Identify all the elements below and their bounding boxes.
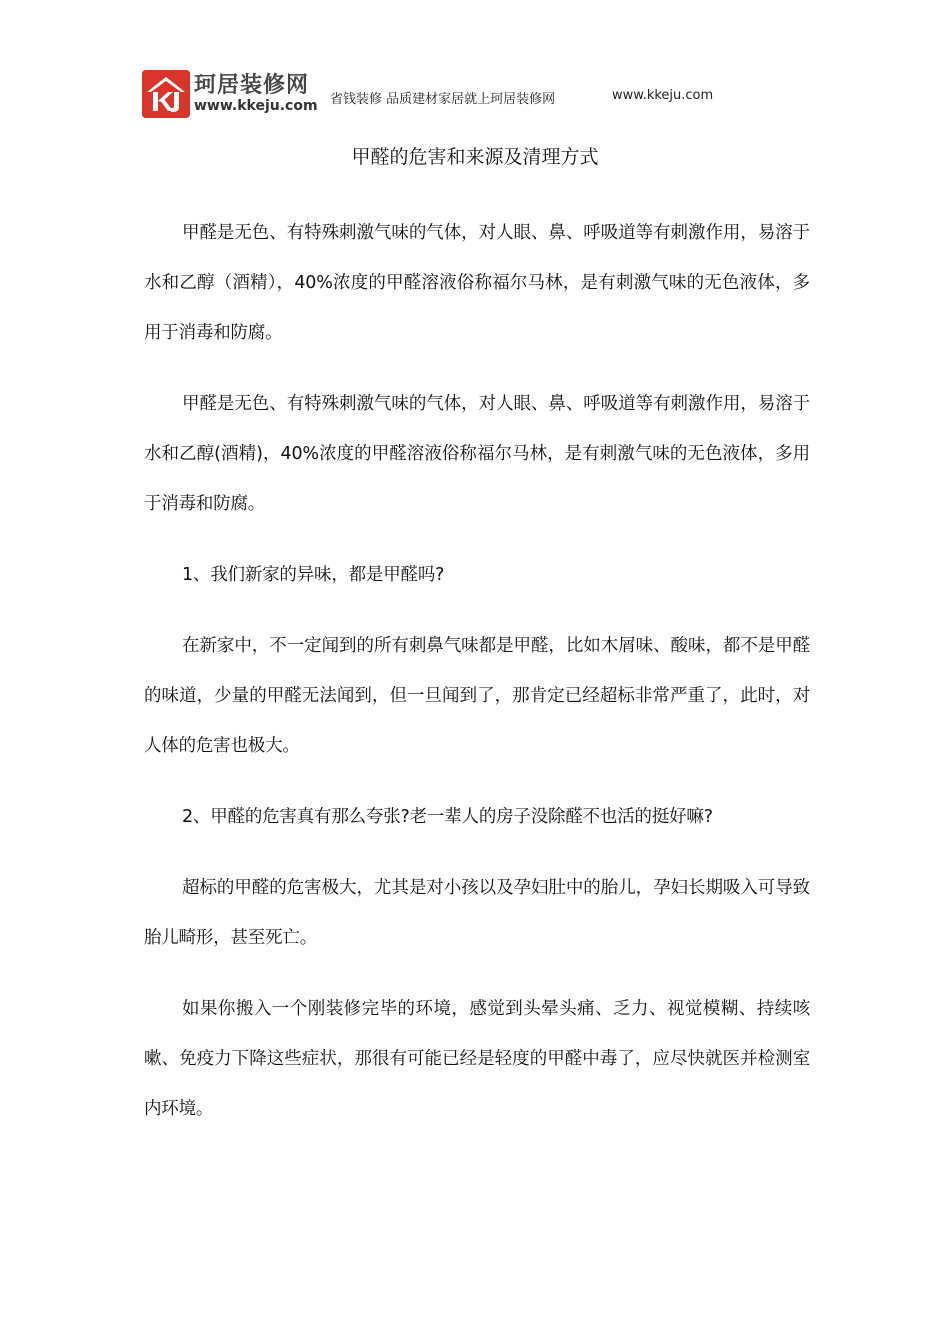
document-body — [144, 208, 810, 1155]
paragraph: 超标的甲醛的危害极大，尤其是对小孩以及孕妇肚中的胎儿，孕妇长期吸入可导致胎儿畸形，甚至死亡。 — [144, 878, 810, 948]
header-slogan: 省钱装修 品质建材家居就上珂居装修网 — [330, 92, 556, 107]
section-heading: 2、甲醛的危害真有那么夸张?老一辈人的房子没除醛不也活的挺好嘛? — [182, 807, 713, 827]
paragraph: 如果你搬入一个刚装修完毕的环境，感觉到头晕头痛、乏力、视觉模糊、持续咳嗽、免疫力下降这些症状，那很有可能已经是轻度的甲醛中毒了，应尽快就医并检测室内环境。 — [144, 999, 810, 1119]
paragraph: 在新家中，不一定闻到的所有刺鼻气味都是甲醛，比如木屑味、酸味，都不是甲醛的味道，少量的甲醛无法闻到，但一旦闻到了，那肯定已经超标非常严重了，此时，对人体的危害也极大。 — [144, 636, 810, 756]
page-header — [142, 68, 822, 120]
logo-url: www.kkeju.com — [194, 98, 318, 114]
paragraph: 甲醛是无色、有特殊刺激气味的气体，对人眼、鼻、呼吸道等有刺激作用，易溶于水和乙醇（酒精），40%浓度的甲醛溶液俗称福尔马林，是有刺激气味的无色液体，多用于消毒和防腐。 — [144, 223, 810, 343]
paragraph: 甲醛是无色、有特殊刺激气味的气体，对人眼、鼻、呼吸道等有刺激作用，易溶于水和乙醇(酒精)，40%浓度的甲醛溶液俗称福尔马林，是有刺激气味的无色液体，多用于消毒和防腐。 — [144, 394, 810, 514]
house-logo-icon — [142, 70, 190, 118]
logo-name: 珂居装修网 — [194, 73, 310, 98]
document-title: 甲醛的危害和来源及清理方式 — [351, 146, 599, 168]
site-logo[interactable] — [142, 68, 318, 120]
header-site-link[interactable]: www.kkeju.com — [612, 88, 714, 103]
section-heading: 1、我们新家的异味，都是甲醛吗? — [182, 565, 445, 585]
